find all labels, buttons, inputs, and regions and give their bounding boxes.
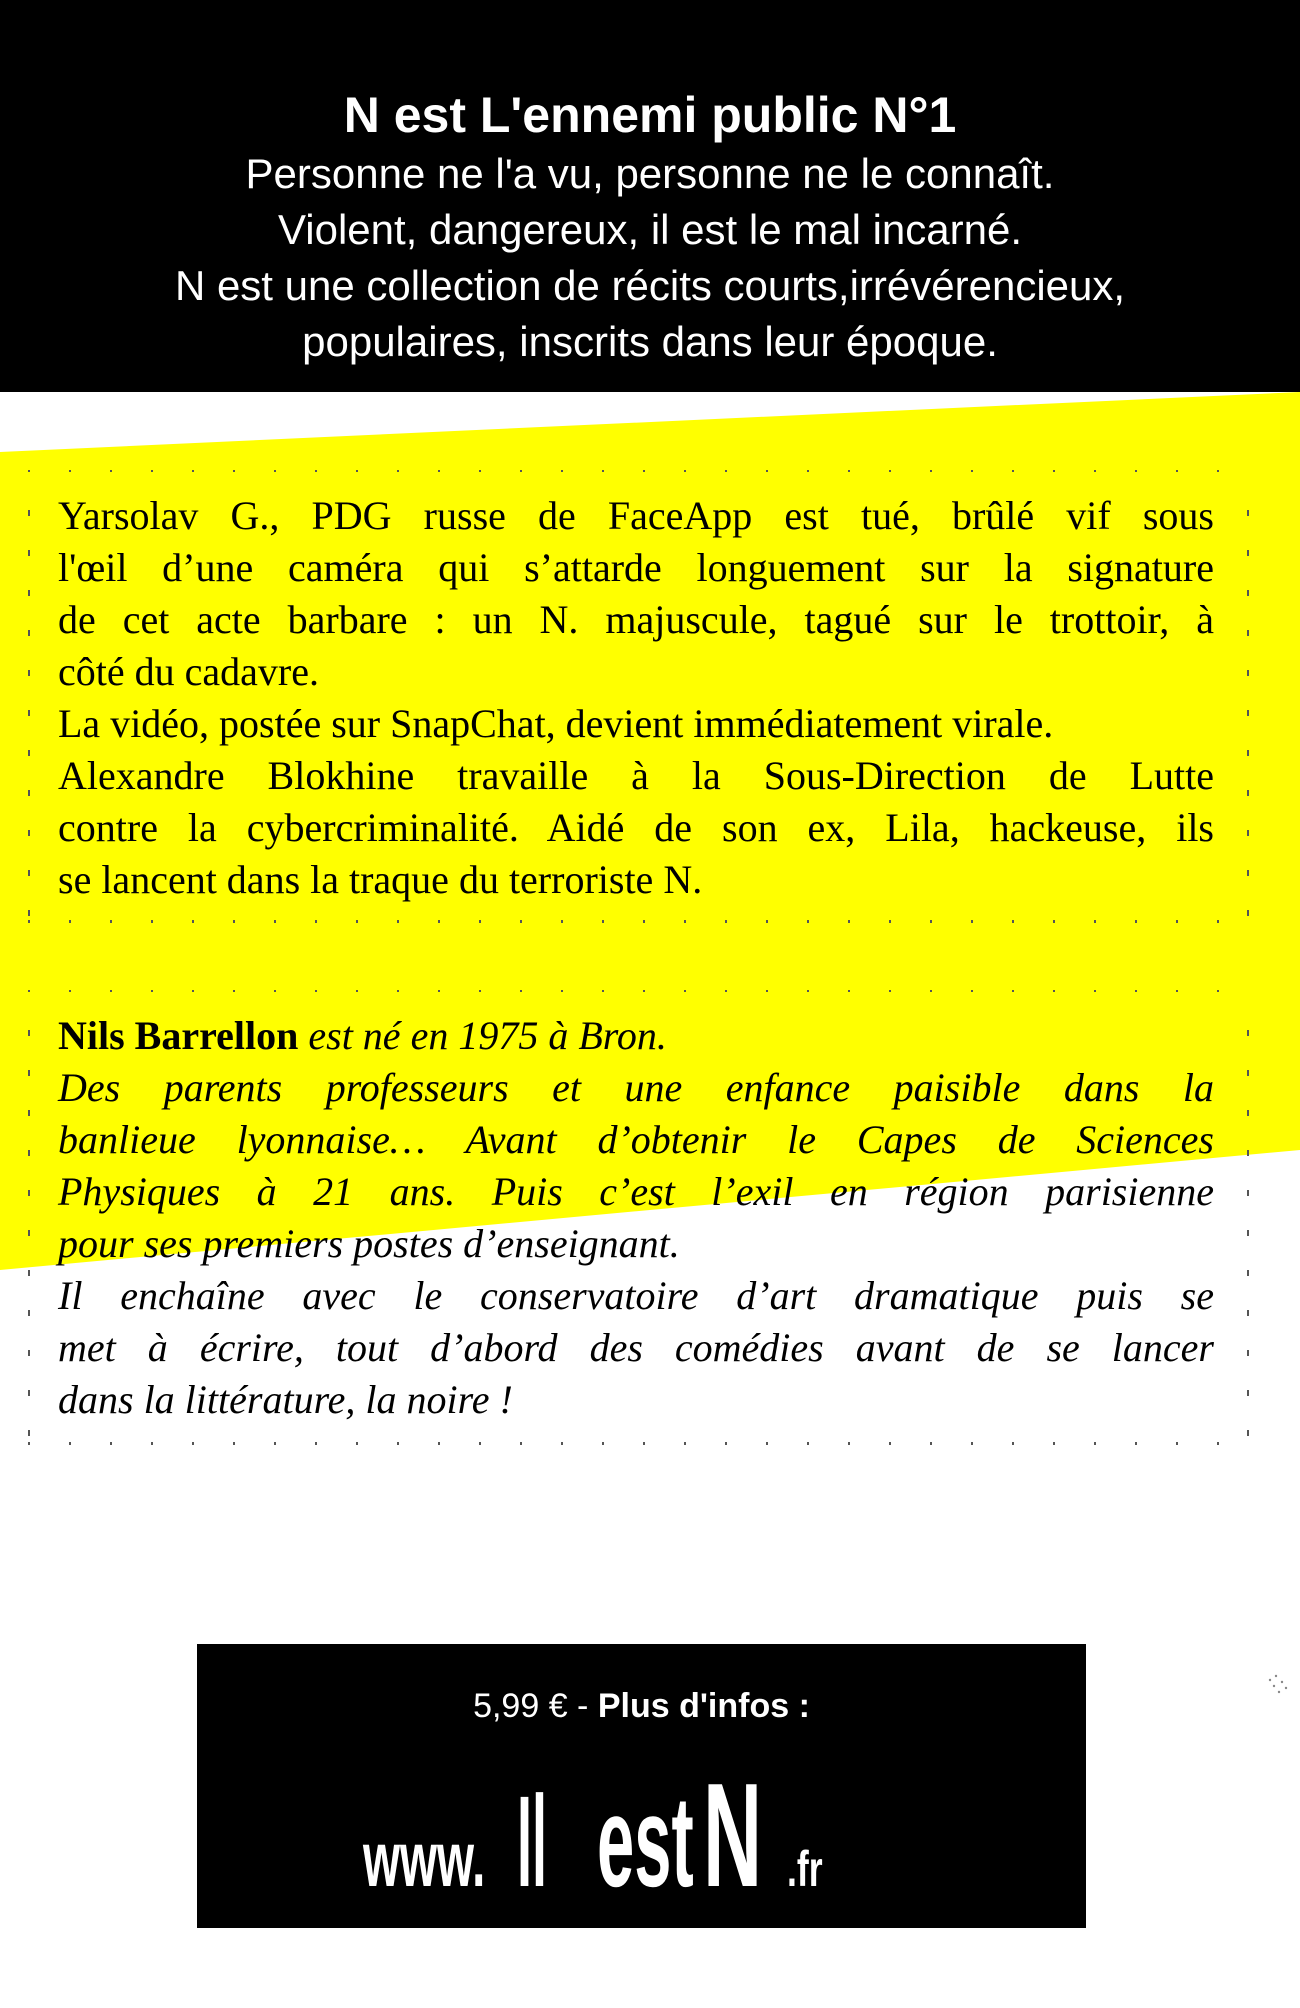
frame-dot: [28, 1430, 30, 1436]
frame-dot: [151, 920, 153, 923]
logo-est: est: [597, 1769, 694, 1914]
frame-dot: [1094, 990, 1096, 992]
frame-dot: [28, 910, 30, 916]
frame-dot: [807, 990, 809, 992]
frame-dot: [438, 920, 440, 923]
frame-dot: [28, 510, 30, 516]
frame-dot: [274, 920, 276, 923]
frame-dot: [356, 1442, 358, 1445]
frame-dot: [1094, 920, 1096, 923]
frame-dot: [1247, 710, 1249, 716]
synopsis-block: [58, 490, 1214, 906]
frame-dot: [1135, 470, 1137, 472]
frame-dot: [28, 750, 30, 756]
frame-dot: [1217, 920, 1219, 923]
frame-dot: [766, 1442, 768, 1445]
frame-dot: [1012, 470, 1014, 472]
frame-dot: [930, 1442, 932, 1445]
frame-dot: [479, 1442, 481, 1445]
frame-dot: [28, 710, 30, 716]
author-intro-line: [58, 1010, 1214, 1062]
frame-dot: [28, 920, 30, 923]
author-bio-block: [58, 1010, 1214, 1426]
frame-dot: [1094, 1442, 1096, 1445]
frame-dot: [192, 990, 194, 992]
synopsis-line: La vidéo, postée sur SnapChat, devient immédiatement virale.: [58, 701, 1054, 746]
frame-dot: [1247, 830, 1249, 836]
header-line-2: Violent, dangereux, il est le mal incarné.: [278, 206, 1022, 253]
frame-dot: [28, 1310, 30, 1316]
frame-dot: [110, 990, 112, 992]
frame-dot: [561, 1442, 563, 1445]
frame-dot: [1094, 470, 1096, 472]
author-line: met à écrire, tout d’abord des comédies avant de se lancer: [58, 1325, 1214, 1370]
frame-dot: [602, 920, 604, 923]
frame-dot: [28, 870, 30, 876]
frame-dot: [315, 1442, 317, 1445]
frame-dot: [69, 1442, 71, 1445]
frame-dot: [28, 1350, 30, 1356]
frame-dot: [1176, 470, 1178, 472]
logo-www: www.: [363, 1814, 486, 1903]
frame-dot: [1247, 550, 1249, 556]
frame-dot: [397, 920, 399, 923]
frame-dot: [1012, 920, 1014, 923]
author-born: est né en 1975 à Bron.: [298, 1013, 667, 1058]
header-title: N est L'ennemi public N°1: [343, 87, 957, 143]
synopsis-line: se lancent dans la traque du terroriste N.: [58, 857, 703, 902]
frame-dot: [69, 990, 71, 992]
frame-dot: [1247, 1030, 1249, 1036]
website-logo[interactable]: [197, 1644, 1086, 1928]
frame-dot: [397, 470, 399, 472]
frame-dot: [274, 990, 276, 992]
frame-dot: [602, 1442, 604, 1445]
frame-dot: [561, 990, 563, 992]
frame-dot: [766, 470, 768, 472]
frame-dot: [602, 470, 604, 472]
frame-dot: [192, 1442, 194, 1445]
frame-dot: [28, 790, 30, 796]
frame-dot: [643, 990, 645, 992]
frame-dot: [397, 990, 399, 992]
frame-dot: [766, 990, 768, 992]
frame-dot: [356, 470, 358, 472]
header-line-1: Personne ne l'a vu, personne ne le connaît.: [245, 150, 1055, 197]
frame-dot: [848, 470, 850, 472]
frame-dot: [28, 1190, 30, 1196]
frame-dot: [1247, 910, 1249, 916]
frame-dot: [561, 920, 563, 923]
frame-dot: [192, 470, 194, 472]
frame-dot: [356, 920, 358, 923]
frame-dot: [930, 470, 932, 472]
frame-dot: [110, 1442, 112, 1445]
frame-dot: [28, 590, 30, 596]
frame-dot: [315, 920, 317, 923]
frame-dot: [889, 470, 891, 472]
frame-dot: [643, 920, 645, 923]
synopsis-line: Alexandre Blokhine travaille à la Sous-Direction de Lutte: [58, 753, 1214, 798]
frame-dot: [684, 990, 686, 992]
frame-dot: [1135, 990, 1137, 992]
frame-dot: [602, 990, 604, 992]
frame-dot: [233, 990, 235, 992]
frame-dot: [28, 470, 30, 472]
frame-dot: [1247, 1070, 1249, 1076]
frame-dot: [684, 920, 686, 923]
frame-dot: [848, 990, 850, 992]
frame-dot: [479, 470, 481, 472]
author-line: banlieue lyonnaise… Avant d’obtenir le Capes de Sciences: [58, 1117, 1214, 1162]
frame-dot: [28, 990, 30, 992]
frame-dot: [274, 1442, 276, 1445]
more-info-label: Plus d'infos :: [597, 1687, 810, 1725]
frame-dot: [1247, 1110, 1249, 1116]
price-separator: -: [567, 1687, 598, 1725]
frame-dot: [233, 470, 235, 472]
frame-dot: [438, 990, 440, 992]
frame-dot: [233, 1442, 235, 1445]
frame-dot: [315, 990, 317, 992]
frame-dot: [151, 990, 153, 992]
frame-dot: [438, 1442, 440, 1445]
frame-dot: [1247, 790, 1249, 796]
frame-dot: [725, 920, 727, 923]
frame-dot: [397, 1442, 399, 1445]
frame-dot: [1247, 510, 1249, 516]
frame-dot: [1247, 630, 1249, 636]
frame-dot: [1217, 470, 1219, 472]
frame-dot: [971, 920, 973, 923]
frame-dot: [479, 990, 481, 992]
frame-dot: [151, 1442, 153, 1445]
frame-dot: [1012, 1442, 1014, 1445]
frame-dot: [848, 920, 850, 923]
frame-dot: [725, 990, 727, 992]
frame-dot: [315, 470, 317, 472]
frame-dot: [889, 990, 891, 992]
frame-dot: [1247, 1430, 1249, 1436]
frame-dot: [1135, 920, 1137, 923]
synopsis-line: Yarsolav G., PDG russe de FaceApp est tué, brûlé vif sous: [58, 493, 1214, 538]
frame-dot: [643, 470, 645, 472]
frame-dot: [1012, 990, 1014, 992]
frame-dot: [725, 470, 727, 472]
author-line: pour ses premiers postes d’enseignant.: [58, 1221, 680, 1266]
logo-n: N: [703, 1753, 763, 1919]
frame-dot: [1176, 990, 1178, 992]
decorative-speckle-icon: [1264, 1670, 1294, 1700]
frame-dot: [561, 470, 563, 472]
frame-dot: [971, 470, 973, 472]
frame-dot: [69, 920, 71, 923]
frame-dot: [520, 990, 522, 992]
synopsis-line: l'œil d’une caméra qui s’attarde longuement sur la signature: [58, 545, 1214, 590]
frame-dot: [438, 470, 440, 472]
frame-dot: [848, 1442, 850, 1445]
frame-dot: [807, 470, 809, 472]
author-line: dans la littérature, la noire !: [58, 1377, 513, 1422]
frame-dot: [1247, 1150, 1249, 1156]
frame-dot: [889, 920, 891, 923]
frame-dot: [1176, 1442, 1178, 1445]
frame-dot: [1247, 590, 1249, 596]
frame-dot: [889, 1442, 891, 1445]
logo-il: Il: [517, 1769, 548, 1915]
footer-info-box: [197, 1644, 1086, 1928]
frame-dot: [643, 1442, 645, 1445]
frame-dot: [28, 1390, 30, 1396]
frame-dot: [110, 920, 112, 923]
frame-dot: [1247, 1310, 1249, 1316]
frame-dot: [1247, 1270, 1249, 1276]
logo-tld: .fr: [787, 1840, 823, 1898]
frame-dot: [807, 1442, 809, 1445]
frame-dot: [1247, 670, 1249, 676]
frame-dot: [28, 1070, 30, 1076]
frame-dot: [479, 920, 481, 923]
frame-dot: [930, 990, 932, 992]
frame-dot: [684, 470, 686, 472]
frame-dot: [1053, 1442, 1055, 1445]
frame-dot: [192, 920, 194, 923]
frame-dot: [971, 990, 973, 992]
frame-dot: [1217, 990, 1219, 992]
author-line: Physiques à 21 ans. Puis c’est l’exil en région parisienne: [58, 1169, 1214, 1214]
frame-dot: [1247, 1390, 1249, 1396]
frame-dot: [1247, 1190, 1249, 1196]
frame-dot: [28, 1150, 30, 1156]
frame-dot: [28, 630, 30, 636]
frame-dot: [520, 470, 522, 472]
frame-dot: [28, 1030, 30, 1036]
frame-dot: [520, 920, 522, 923]
synopsis-line: de cet acte barbare : un N. majuscule, tagué sur le trottoir, à: [58, 597, 1214, 642]
frame-dot: [1053, 920, 1055, 923]
frame-dot: [1247, 870, 1249, 876]
frame-dot: [1176, 920, 1178, 923]
author-line: Il enchaîne avec le conservatoire d’art dramatique puis se: [58, 1273, 1214, 1318]
frame-dot: [28, 670, 30, 676]
frame-dot: [28, 830, 30, 836]
frame-dot: [28, 550, 30, 556]
frame-dot: [233, 920, 235, 923]
frame-dot: [1217, 1442, 1219, 1445]
header-line-3: N est une collection de récits courts,irrévérencieux,: [174, 262, 1126, 309]
frame-dot: [725, 1442, 727, 1445]
author-line: Des parents professeurs et une enfance paisible dans la: [58, 1065, 1214, 1110]
frame-dot: [110, 470, 112, 472]
frame-dot: [1053, 990, 1055, 992]
synopsis-line: contre la cybercriminalité. Aidé de son ex, Lila, hackeuse, ils: [58, 805, 1214, 850]
frame-dot: [274, 470, 276, 472]
frame-dot: [930, 920, 932, 923]
author-name: Nils Barrellon: [58, 1013, 299, 1058]
frame-dot: [1135, 1442, 1137, 1445]
price: 5,99 €: [473, 1687, 568, 1725]
frame-dot: [1247, 1350, 1249, 1356]
frame-dot: [1053, 470, 1055, 472]
frame-dot: [1247, 1230, 1249, 1236]
frame-dot: [28, 1270, 30, 1276]
frame-dot: [520, 1442, 522, 1445]
frame-dot: [807, 920, 809, 923]
frame-dot: [28, 1442, 30, 1445]
frame-dot: [766, 920, 768, 923]
frame-dot: [69, 470, 71, 472]
synopsis-line: côté du cadavre.: [58, 649, 319, 694]
frame-dot: [28, 1110, 30, 1116]
frame-dot: [971, 1442, 973, 1445]
frame-dot: [151, 470, 153, 472]
header-line-4: populaires, inscrits dans leur époque.: [302, 318, 998, 365]
frame-dot: [356, 990, 358, 992]
frame-dot: [28, 1230, 30, 1236]
frame-dot: [1247, 750, 1249, 756]
frame-dot: [684, 1442, 686, 1445]
